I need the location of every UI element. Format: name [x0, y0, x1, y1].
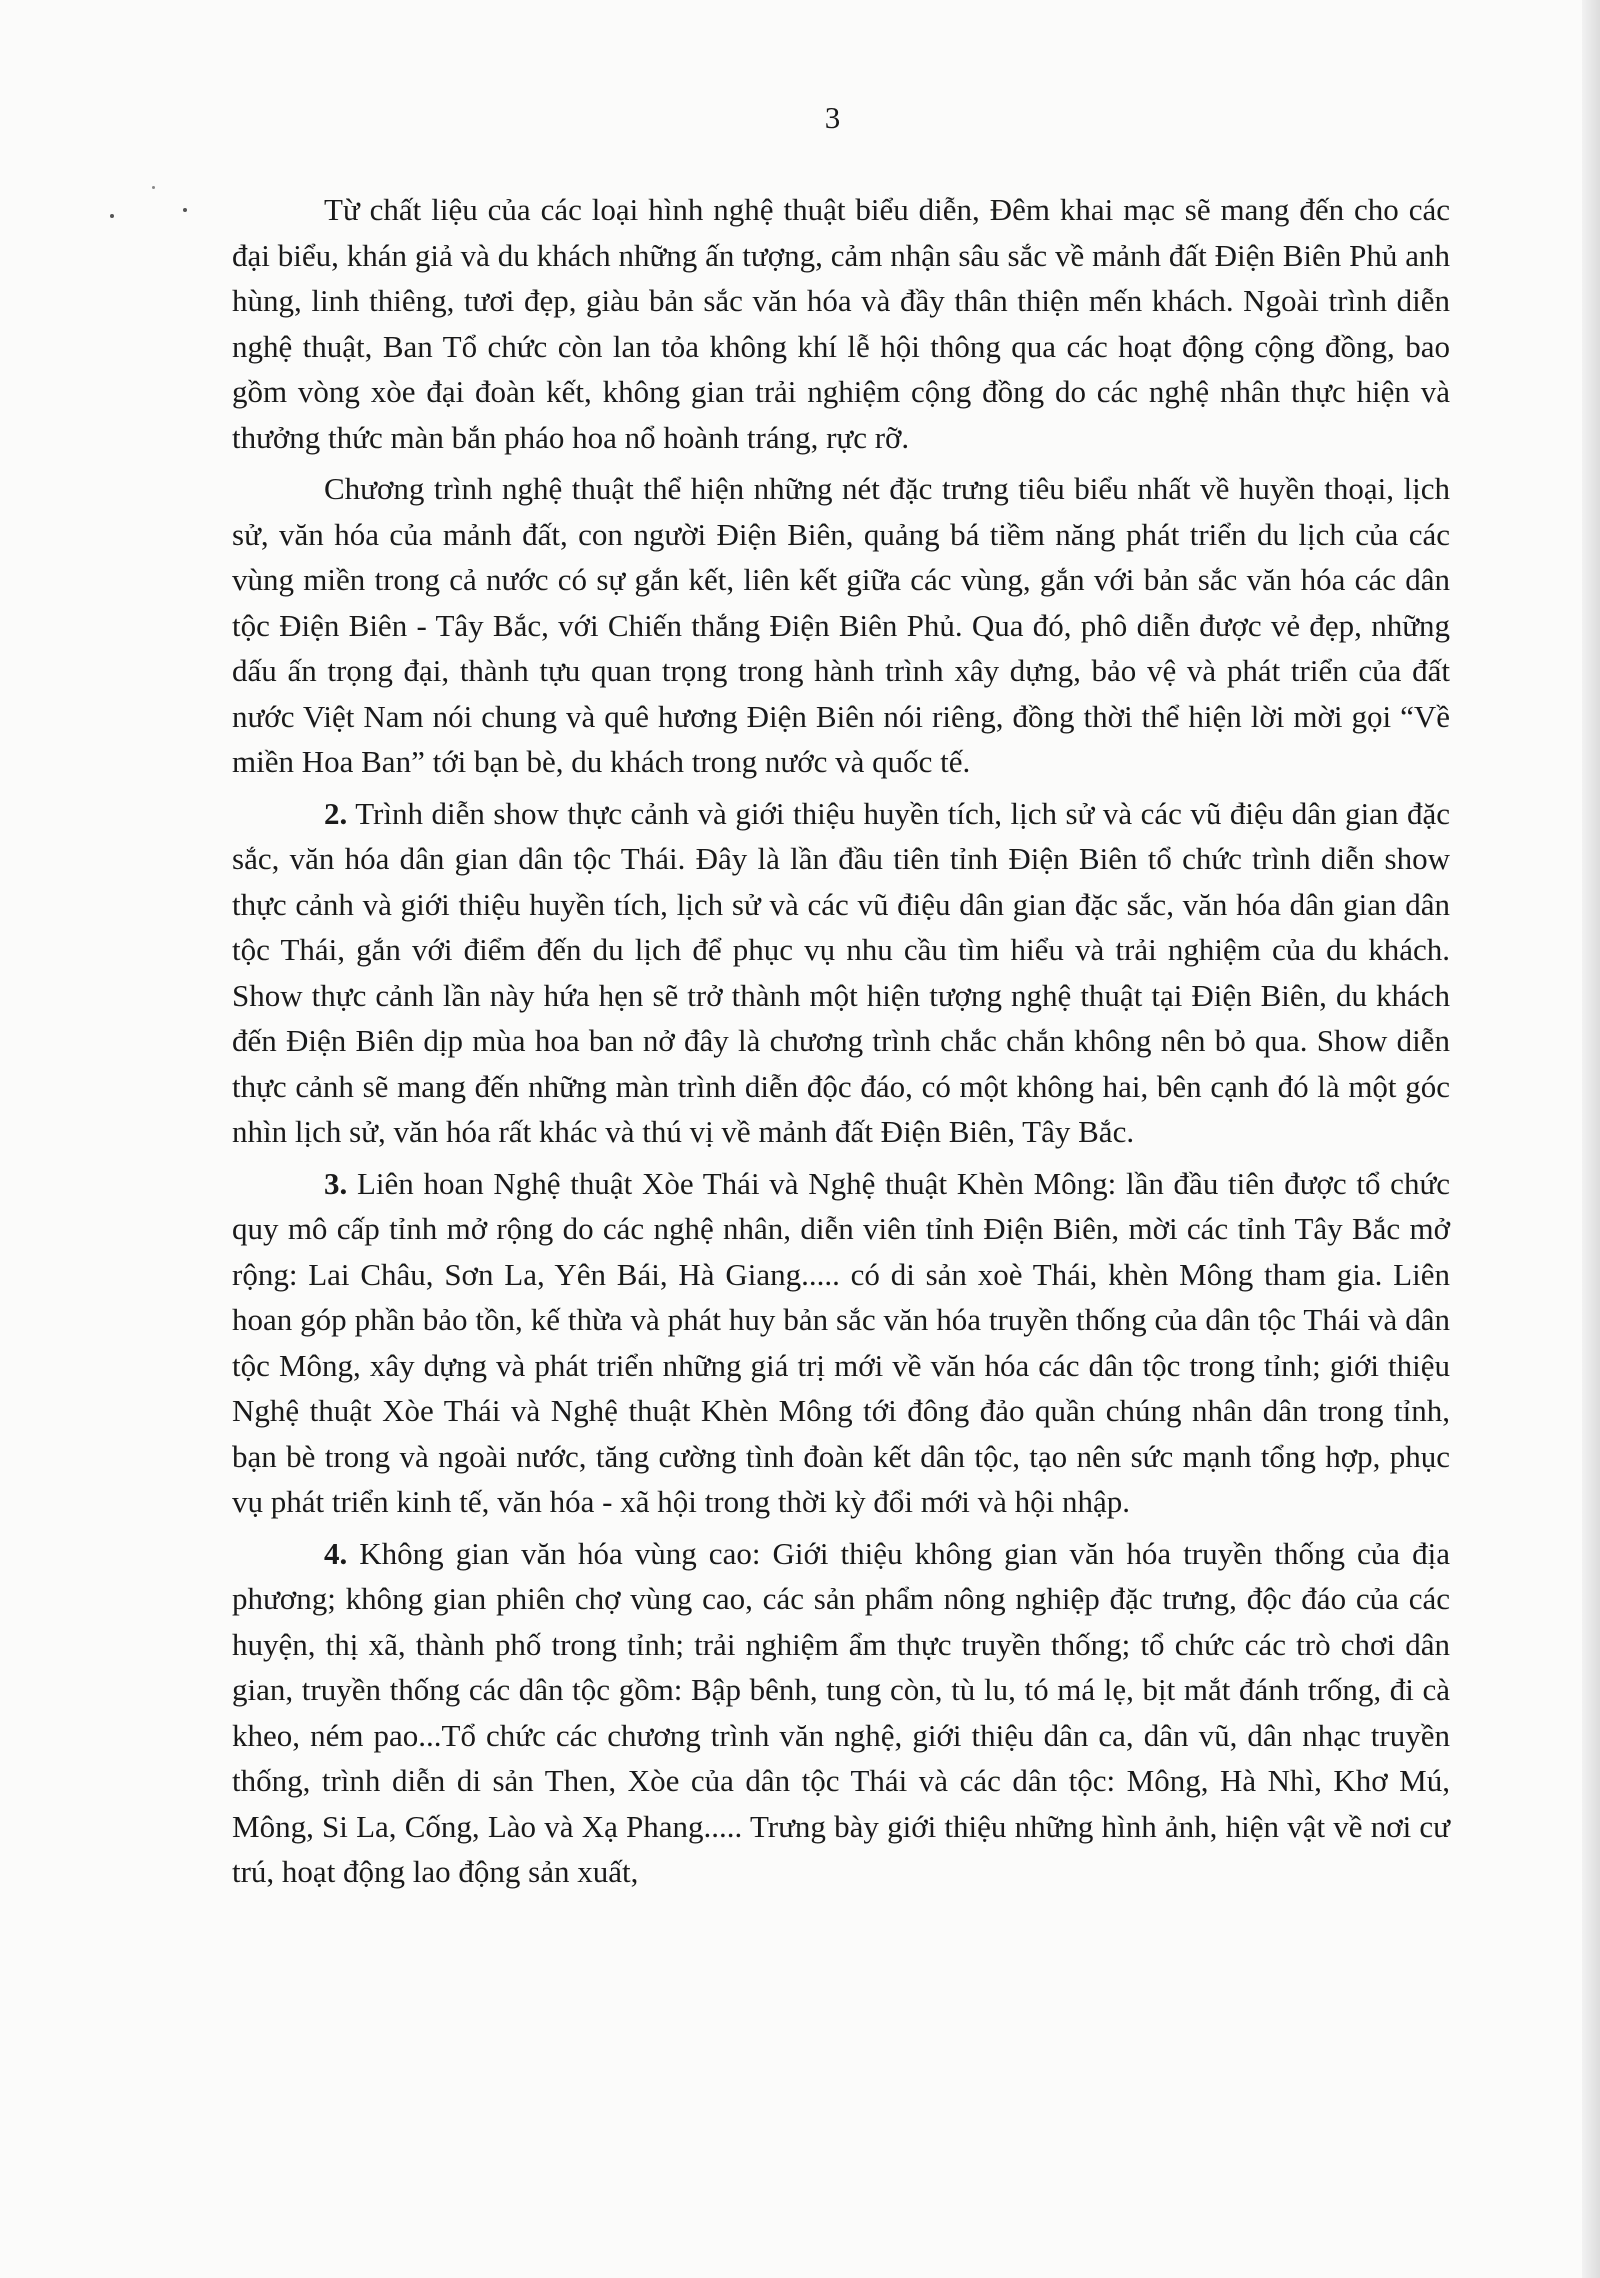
- paragraph-text: Không gian văn hóa vùng cao: Giới thiệu không gian văn hóa truyền thống của địa phương; không gian phiên chợ vùng cao, các sản phẩm nông nghiệp đặc trưng, độc đáo của các huyện, thị xã, thành phố trong tỉnh; trải nghiệm ẩm thực truyền thống; tổ chức các trò chơi dân gian, truyền thống các dân tộc gồm: Bập bênh, tung còn, tù lu, tó má lẹ, bịt mắt đánh trống, đi cà kheo, ném pao...Tổ chức các chương trình văn nghệ, giới thiệu dân ca, dân vũ, dân nhạc truyền thống, trình diễn di sản Then, Xòe của dân tộc Thái và các dân tộc: Mông, Hà Nhì, Khơ Mú, Mông, Si La, Cống, Lào và Xạ Phang..... Trưng bày giới thiệu những hình ảnh, hiện vật về nơi cư trú, hoạt động lao động sản xuất,: [232, 1535, 1450, 1889]
- paragraph-text: Chương trình nghệ thuật thể hiện những nét đặc trưng tiêu biểu nhất về huyền thoại, lịch sử, văn hóa của mảnh đất, con người Điện Biên, quảng bá tiềm năng phát triển du lịch của các vùng miền trong cả nước có sự gắn kết, liên kết giữa các vùng, gắn với bản sắc văn hóa các dân tộc Điện Biên - Tây Bắc, với Chiến thắng Điện Biên Phủ. Qua đó, phô diễn được vẻ đẹp, những dấu ấn trọng đại, thành tựu quan trọng trong hành trình xây dựng, bảo vệ và phát triển của đất nước Việt Nam nói chung và quê hương Điện Biên nói riêng, đồng thời thể hiện lời mời gọi “Về miền Hoa Ban” tới bạn bè, du khách trong nước và quốc tế.: [232, 471, 1450, 779]
- paragraph-text: Từ chất liệu của các loại hình nghệ thuật biểu diễn, Đêm khai mạc sẽ mang đến cho các đại biểu, khán giả và du khách những ấn tượng, cảm nhận sâu sắc về mảnh đất Điện Biên Phủ anh hùng, linh thiêng, tươi đẹp, giàu bản sắc văn hóa và đầy thân thiện mến khách. Ngoài trình diễn nghệ thuật, Ban Tổ chức còn lan tỏa không khí lễ hội thông qua các hoạt động cộng đồng, bao gồm vòng xòe đại đoàn kết, không gian trải nghiệm cộng đồng do các nghệ nhân thực hiện và thưởng thức màn bắn pháo hoa nổ hoành tráng, rực rỡ.: [232, 192, 1450, 455]
- paragraph-art-program: [232, 466, 1450, 785]
- paragraph-text: Trình diễn show thực cảnh và giới thiệu huyền tích, lịch sử và các vũ điệu dân gian đặc sắc, văn hóa dân gian dân tộc Thái. Đây là lần đầu tiên tỉnh Điện Biên tổ chức trình diễn show thực cảnh và giới thiệu huyền tích, lịch sử và các vũ điệu dân gian đặc sắc, văn hóa dân gian dân tộc Thái, gắn với điểm đến du lịch để phục vụ nhu cầu tìm hiểu và trải nghiệm của du khách. Show thực cảnh lần này hứa hẹn sẽ trở thành một hiện tượng nghệ thuật tại Điện Biên, du khách đến Điện Biên dịp mùa hoa ban nở đây là chương trình chắc chắn không nên bỏ qua. Show diễn thực cảnh sẽ mang đến những màn trình diễn độc đáo, có một không hai, bên cạnh đó là một góc nhìn lịch sử, văn hóa rất khác và thú vị về mảnh đất Điện Biên, Tây Bắc.: [232, 795, 1450, 1149]
- item-number: 4.: [324, 1535, 348, 1571]
- scan-speck: [152, 186, 155, 189]
- body-text: [232, 187, 1450, 1895]
- paragraph-text: Liên hoan Nghệ thuật Xòe Thái và Nghệ thuật Khèn Mông: lần đầu tiên được tổ chức quy mô cấp tỉnh mở rộng do các nghệ nhân, diễn viên tỉnh Điện Biên, mời các tỉnh Tây Bắc mở rộng: Lai Châu, Sơn La, Yên Bái, Hà Giang..... có di sản xoè Thái, khèn Mông tham gia. Liên hoan góp phần bảo tồn, kế thừa và phát huy bản sắc văn hóa truyền thống của dân tộc Thái và dân tộc Mông, xây dựng và phát triển những giá trị mới về văn hóa các dân tộc trong tỉnh; giới thiệu Nghệ thuật Xòe Thái và Nghệ thuật Khèn Mông tới đông đảo quần chúng nhân dân trong tỉnh, bạn bè trong và ngoài nước, tăng cường tình đoàn kết dân tộc, tạo nên sức mạnh tổng hợp, phục vụ phát triển kinh tế, văn hóa - xã hội trong thời kỳ đổi mới và hội nhập.: [232, 1165, 1450, 1519]
- page-number: 3: [824, 100, 841, 135]
- paragraph-opening-night: [232, 187, 1450, 460]
- scan-speck: [110, 214, 114, 218]
- paragraph-item-3: [232, 1161, 1450, 1525]
- paragraph-item-4: [232, 1531, 1450, 1895]
- scan-speck: [183, 208, 187, 212]
- item-number: 3.: [324, 1165, 348, 1201]
- item-number: 2.: [324, 795, 348, 831]
- paragraph-item-2: [232, 791, 1450, 1155]
